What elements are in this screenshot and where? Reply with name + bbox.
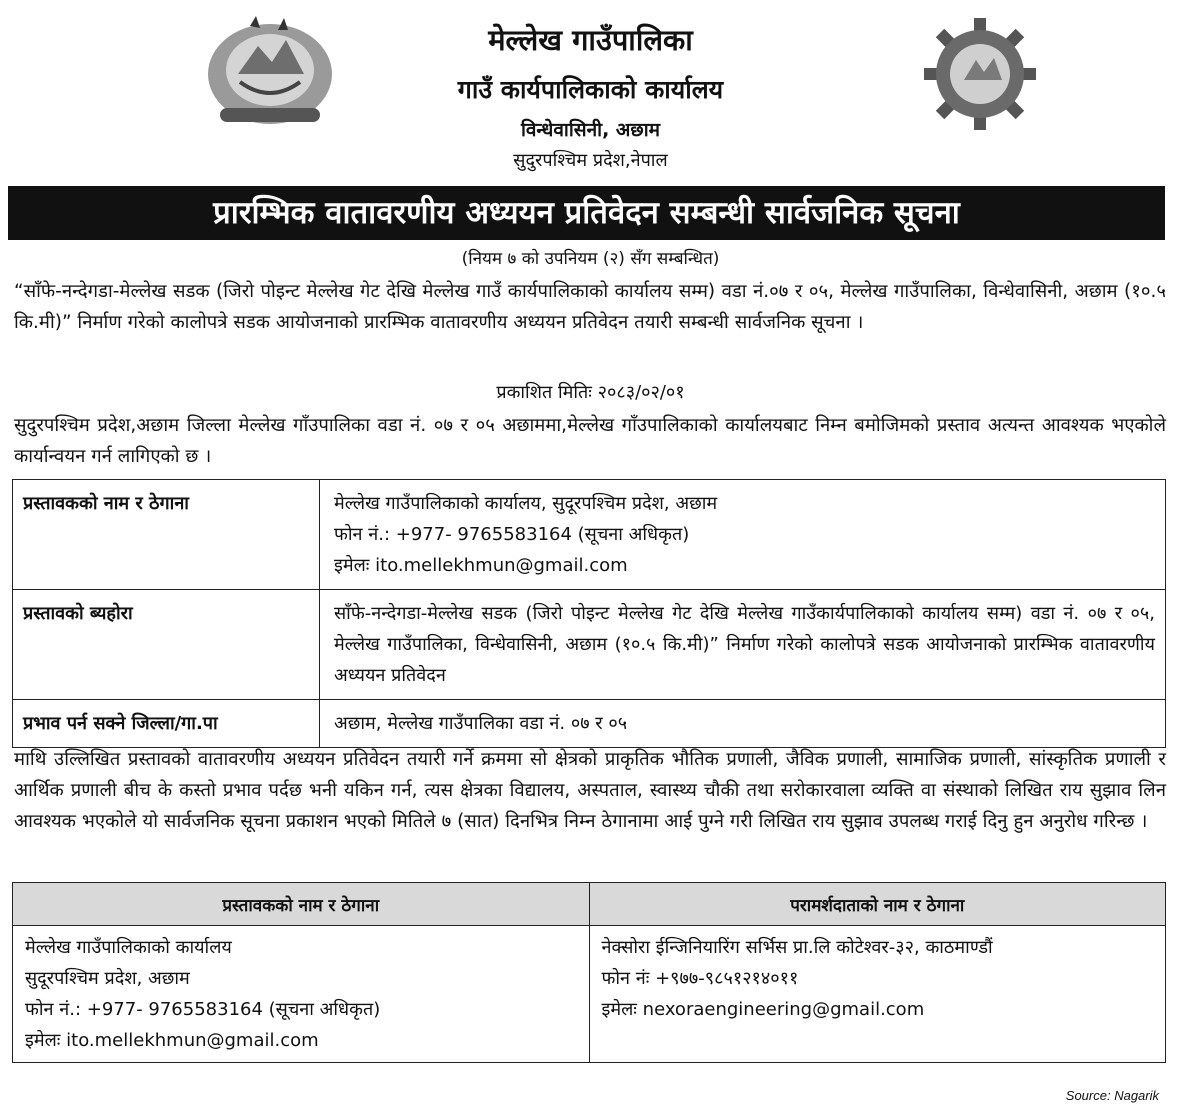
proposal-info-table <box>12 479 1166 748</box>
published-date: प्रकाशित मितिः २०८३/०२/०१ <box>496 382 685 403</box>
table-header-row <box>13 883 1166 926</box>
table-row <box>13 480 1166 590</box>
consultant-address-line: फोन नंः +९७७-९८५१२१४०११ <box>601 968 799 989</box>
request-paragraph: माथि उल्लिखित प्रस्तावको वातावरणीय अध्ययन प्रतिवेदन तयारी गर्ने क्रममा सो क्षेत्रको प्राकृतिक भौतिक प्रणाली, जैविक प्रणाली, सामाजिक प्रणाली, सांस्कृतिक प्रणाली र आर्थिक प्रणाली बीच के कस्तो प्रभाव पर्दछ भनी यकिन गर्न, त्यस क्षेत्रका विद्यालय, अस्पताल, स्वास्थ्य चौकी तथा सरोकारवाला व्यक्ति वा संस्थाको लिखित राय सुझाव लिन आवश्यक भएकोले यो सार्वजनिक सूचना प्रकाशन भएको मितिले ७ (सात) दिनभित्र निम्न ठेगानामा आई पुग्ने गरी लिखित राय सुझाव उपलब्ध गराई दिनु हुन अनुरोध गरिन्छ । <box>14 749 1166 832</box>
rule-reference: (नियम ७ को उपनियम (२) सँग सम्बन्धित) <box>461 249 720 269</box>
office-province: सुदुरपश्चिम प्रदेश,नेपाल <box>513 150 668 171</box>
municipality-seal-icon <box>924 18 1036 130</box>
table-row <box>13 700 1166 748</box>
proposer-address-line: इमेलः ito.mellekhmun@gmail.com <box>25 1030 319 1051</box>
consultant-address <box>589 926 1166 1063</box>
proposer-address <box>13 926 590 1063</box>
table-row <box>13 590 1166 700</box>
proposer-address-line: फोन नं.: +977- 9765583164 (सूचना अधिकृत) <box>25 999 381 1020</box>
intro-paragraph: “साँफे-नन्देगडा-मेल्लेख सडक (जिरो पोइन्ट मेल्लेख गेट देखि मेल्लेख गाउँ कार्यपालिकाको कार्यालय सम्म) वडा नं.०७ र ०५, मेल्लेख गाउँपालिका, विन्धेवासिनी, अछाम (१०.५ कि.मी)” निर्माण गरेको कालोपत्रे सडक आयोजनाको प्रारम्भिक वातावरणीय अध्ययन प्रतिवेदन तयारी सम्बन्धी सार्वजनिक सूचना । <box>14 281 1166 333</box>
table-row <box>13 926 1166 1063</box>
notice-header <box>0 0 1181 180</box>
office-name: मेल्लेख गाउँपालिका <box>488 23 693 57</box>
source-credit: Source: Nagarik <box>1065 1088 1159 1103</box>
proposer-address-line: मेल्लेख गाउँपालिकाको कार्यालय <box>25 937 232 958</box>
proposal-subject: साँफे-नन्देगडा-मेल्लेख सडक (जिरो पोइन्ट मेल्लेख गेट देखि मेल्लेख गाउँकार्यपालिकाको कार्यालय सम्म) वडा नं. ०७ र ०५, मेल्लेख गाउँपालिका, विन्धेवासिनी, अछाम (१०.५ कि.मी)” निर्माण गरेको कालोपत्रे सडक आयोजनाको प्रारम्भिक वातावरणीय अध्ययन प्रतिवेदन <box>320 590 1166 700</box>
affected-area: अछाम, मेल्लेख गाउँपालिका वडा नं. ०७ र ०५ <box>320 700 1166 748</box>
proposer-email: इमेलः ito.mellekhmun@gmail.com <box>334 555 628 576</box>
proposer-address-line: सुदूरपश्चिम प्रदेश, अछाम <box>25 968 190 989</box>
proposer-details <box>320 480 1166 590</box>
consultant-address-line: इमेलः nexoraengineering@gmail.com <box>601 999 925 1020</box>
proposer-label: प्रस्तावकको नाम र ठेगाना <box>13 480 320 590</box>
office-subtitle: गाउँ कार्यपालिकाको कार्यालय <box>457 75 724 104</box>
office-place: विन्धेवासिनी, अछाम <box>520 119 661 141</box>
proposer-address-header: प्रस्तावकको नाम र ठेगाना <box>13 883 590 926</box>
consultant-address-line: नेक्सोरा ईन्जिनियारिंग सर्भिस प्रा.लि कोटेश्वर-३२, काठमाण्डौं <box>601 937 993 958</box>
consultant-address-header: परामर्शदाताको नाम र ठेगाना <box>589 883 1166 926</box>
address-table <box>12 882 1166 1063</box>
proposal-subject-label: प्रस्तावको ब्यहोरा <box>13 590 320 700</box>
proposer-phone: फोन नं.: +977- 9765583164 (सूचना अधिकृत) <box>334 524 690 545</box>
proposer-name: मेल्लेख गाउँपालिकाको कार्यालय, सुदूरपश्चिम प्रदेश, अछाम <box>334 493 718 514</box>
proposal-paragraph: सुदुरपश्चिम प्रदेश,अछाम जिल्ला मेल्लेख गाँउपालिका वडा नं. ०७ र ०५ अछाममा,मेल्लेख गाँउपालिकाको कार्यालयबाट निम्न बमोजिमको प्रस्ताव अत्यन्त आवश्यक भएकोले कार्यान्वयन गर्न लागिएको छ । <box>14 415 1166 467</box>
affected-area-label: प्रभाव पर्न सक्ने जिल्ला/गा.पा <box>13 700 320 748</box>
notice-title-banner: प्रारम्भिक वातावरणीय अध्ययन प्रतिवेदन सम्बन्धी सार्वजनिक सूचना <box>8 186 1165 240</box>
